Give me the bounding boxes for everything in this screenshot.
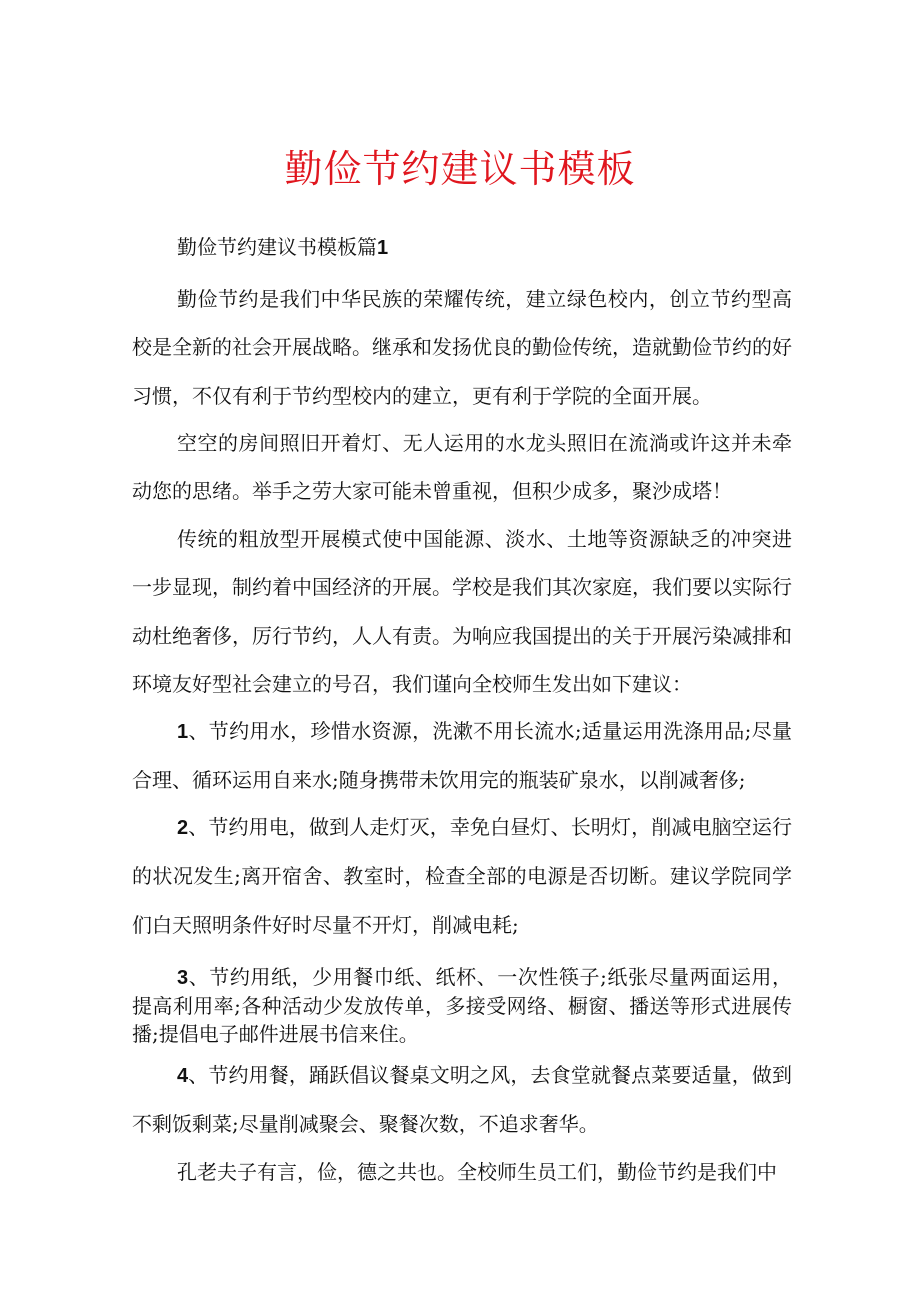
section-heading [177,232,388,263]
paragraph-save-food [132,1051,792,1149]
paragraph-save-paper [132,963,792,1048]
paragraph-intro: 勤俭节约是我们中华民族的荣耀传统，建立绿色校内，创立节约型高校是全新的社会开展战略。继承和发扬优良的勤俭传统，造就勤俭节约的好习惯，不仅有利于节约型校内的建立，更有利于学院的全面开展。 [132,287,792,408]
paragraph-save-water [132,707,792,805]
save-paper-text: 、节约用纸，少用餐巾纸、纸杯、一次性筷子;纸张尽量两面运用，提高利用率;各种活动少发放传单，多接受网络、橱窗、播送等形式进展传播;提倡电子邮件进展书信来住。 [132,965,792,1046]
document-title: 勤俭节约建议书模板 [284,147,636,191]
paragraph-confucius: 孔老夫子有言，俭，德之共也。全校师生员工们，勤俭节约是我们中 [177,1160,777,1184]
list-number-1: 1 [177,721,189,743]
list-number-3: 3 [177,967,189,989]
list-number-4: 4 [177,1065,189,1087]
save-food-text: 、节约用餐，踊跃倡议餐桌文明之风，去食堂就餐点菜要适量，做到不剩饭剩菜;尽量削减聚会、聚餐次数，不追求奢华。 [132,1063,792,1137]
paragraph-development-mode: 传统的粗放型开展模式使中国能源、淡水、土地等资源缺乏的冲突进一步显现，制约着中国经济的开展。学校是我们其次家庭，我们要以实际行动杜绝奢侈，厉行节约，人人有责。为响应我国提出的关于开展污染减排和环境友好型社会建立的号召，我们谨向全校师生发出如下建议： [132,527,792,696]
save-water-text: 、节约用水，珍惜水资源，洗漱不用长流水;适量运用洗涤用品;尽量合理、循环运用自来水;随身携带未饮用完的瓶装矿泉水，以削减奢侈; [132,719,792,793]
paragraph-empty-room: 空空的房间照旧开着灯、无人运用的水龙头照旧在流淌或许这并未牵动您的思绪。举手之劳大家可能未曾重视，但积少成多，聚沙成塔！ [132,431,792,504]
list-number-2: 2 [177,817,189,839]
section-heading-number: 1 [377,237,389,259]
paragraph-save-electricity [132,803,792,949]
save-electricity-text: 、节约用电，做到人走灯灭，幸免白昼灯、长明灯，削减电脑空运行的状况发生;离开宿舍、教室时，检查全部的电源是否切断。建议学院同学们白天照明条件好时尽量不开灯，削减电耗; [132,815,792,937]
section-heading-text: 勤俭节约建议书模板篇 [177,235,377,259]
